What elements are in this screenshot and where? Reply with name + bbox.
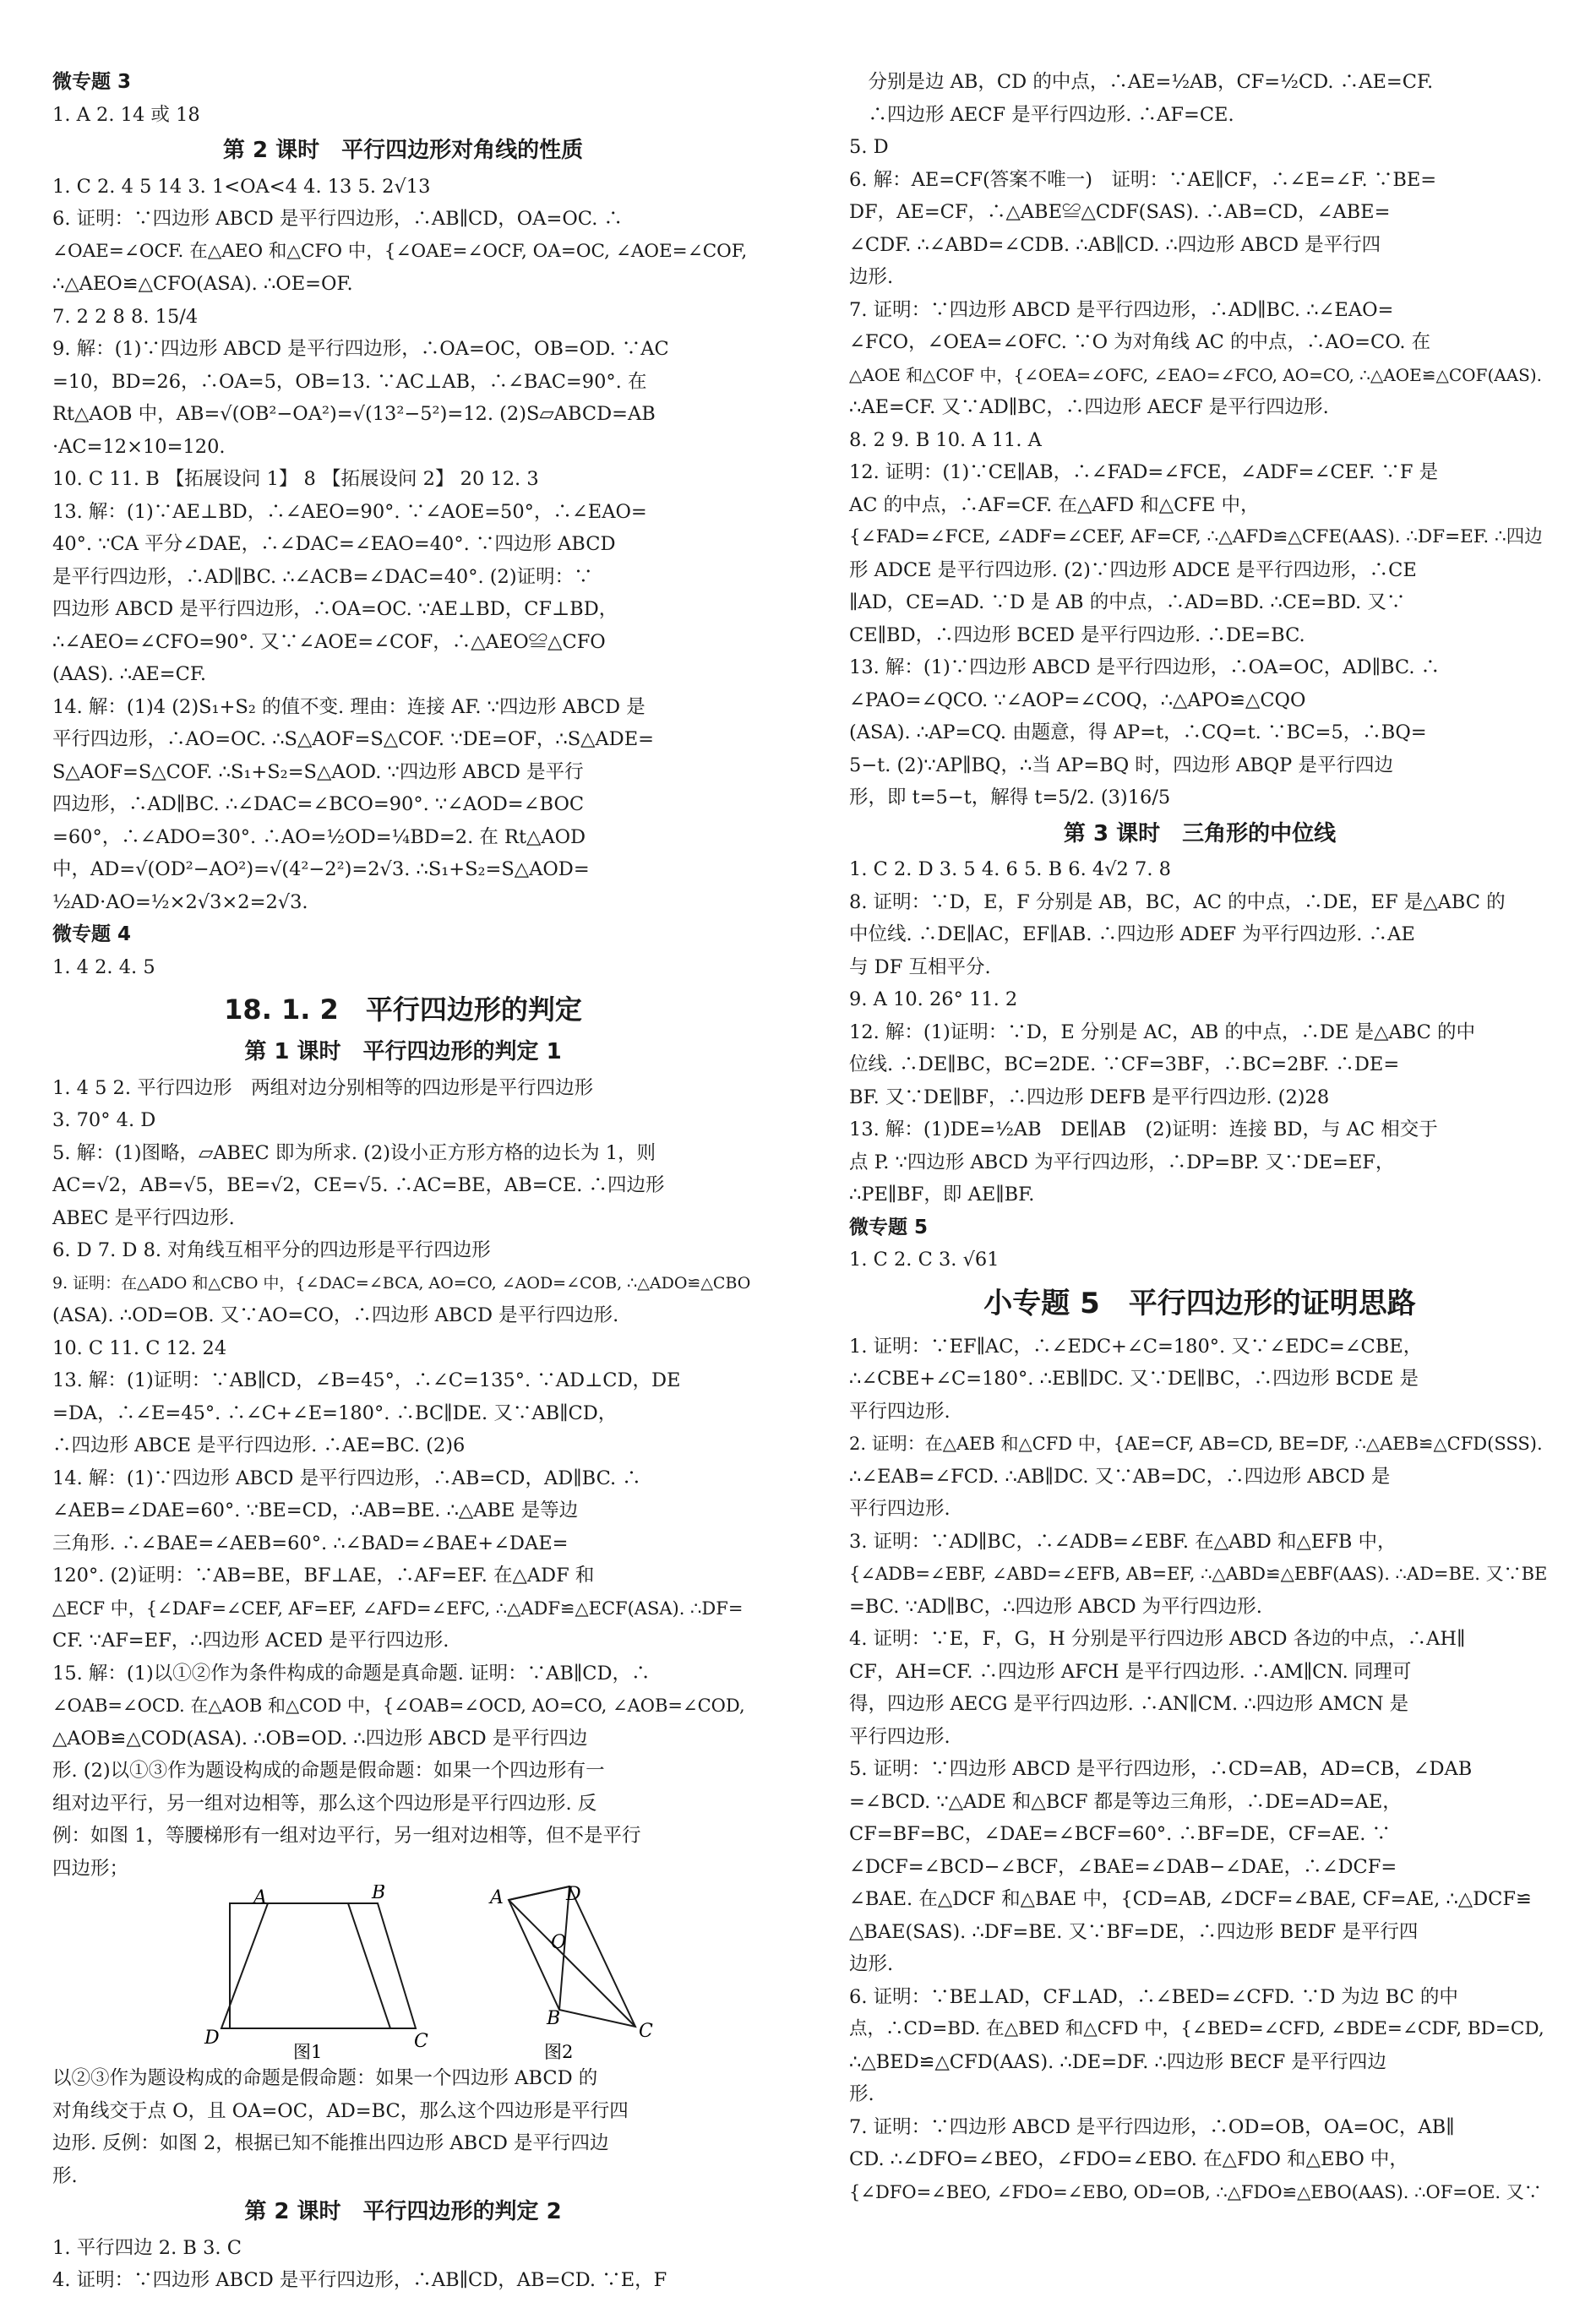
bigtitle-heading: 小专题 5 平行四边形的证明思路 [983, 1286, 1416, 1320]
answer-line: ∥AD，CE=AD. ∵D 是 AB 的中点，∴AD=BD. ∴CE=BD. 又∵ [849, 591, 1406, 613]
answer-line: 形 ADCE 是平行四边形. (2)∵四边形 ADCE 是平行四边形，∴CE [849, 558, 1417, 581]
answer-line: 120°. (2)证明：∵AB=BE，BF⊥AE，∴AF=EF. 在△ADF 和 [52, 1565, 595, 1587]
answer-line: 例：如图 1，等腰梯形有一组对边平行，另一组对边相等，但不是平行 [52, 1825, 641, 1847]
answer-line: 四边形； [52, 1857, 129, 1880]
answer-line: 形. (2)以①③作为题设构成的命题是假命题：如果一个四边形有一 [52, 1760, 605, 1782]
answer-line: 边形. 反例：如图 2，根据已知不能推出四边形 ABCD 是平行四边 [52, 2132, 609, 2154]
answer-line: 7. 2 2 8 8. 15/4 [52, 305, 199, 328]
answer-line: ∠FCO，∠OEA=∠OFC. ∵O 为对角线 AC 的中点，∴AO=CO. 在 [849, 331, 1431, 353]
answer-line: 10. C 11. B 【拓展设问 1】 8 【拓展设问 2】 20 12. 3 [52, 468, 539, 490]
answer-line: 得，四边形 AECG 是平行四边形. ∴AN∥CM. ∴四边形 AMCN 是 [849, 1693, 1409, 1715]
fig2-label-A: A [490, 1887, 504, 1908]
head-heading: 微专题 3 [52, 71, 132, 93]
answer-line: CF=BF=BC，∠DAE=∠BCF=60°. ∴BF=DE，CF=AE. ∵ [849, 1823, 1392, 1845]
answer-line: 13. 解：(1)∵四边形 ABCD 是平行四边形，∴OA=OC，AD∥BC. ∴ [849, 656, 1441, 678]
answer-line: 13. 解：(1)∵AE⊥BD，∴∠AEO=90°. ∵∠AOE=50°，∴∠EAO= [52, 500, 647, 523]
fig2-label-C: C [639, 2021, 653, 2042]
fig1-label-A: A [253, 1887, 267, 1908]
segment-ad [509, 1886, 569, 1900]
answer-line: {∠FAD=∠FCE, ∠ADF=∠CEF, AF=CF, ∴△AFD≌△CFE(AAS). ∴DF=EF. ∴四边 [849, 526, 1543, 547]
answer-line: (AAS). ∴AE=CF. [52, 663, 207, 685]
answer-line: ∴AE=CF. 又∵AD∥BC，∴四边形 AECF 是平行四边形. [849, 396, 1329, 418]
answer-line: 9. A 10. 26° 11. 2 [849, 988, 1018, 1010]
answer-line: 三角形. ∴∠BAE=∠AEB=60°. ∴∠BAD=∠BAE+∠DAE= [52, 1532, 569, 1554]
answer-line: 6. 解：AE=CF(答案不唯一) 证明：∵AE∥CF，∴∠E=∠F. ∵BE= [849, 168, 1437, 191]
answer-line: 13. 解：(1)证明：∵AB∥CD，∠B=45°，∴∠C=135°. ∵AD⊥CD，DE [52, 1369, 681, 1391]
fig1-label-B: B [372, 1885, 386, 1903]
answer-line: 8. 2 9. B 10. A 11. A [849, 428, 1042, 451]
answer-line: {∠DFO=∠BEO, ∠FDO=∠EBO, OD=OB, ∴△FDO≌△EBO(AAS). ∴OF=OE. 又∵ [849, 2181, 1542, 2202]
answer-line: ∠AEB=∠DAE=60°. ∵BE=CD，∴AB=BE. ∴△ABE 是等边 [52, 1500, 579, 1521]
answer-line: 对角线交于点 O，且 OA=OC，AD=BC，那么这个四边形是平行四 [52, 2099, 629, 2122]
answer-line: 6. 证明：∵BE⊥AD，CF⊥AD，∴∠BED=∠CFD. ∵D 为边 BC 的中 [849, 1985, 1458, 2008]
head-heading: 微专题 4 [52, 923, 132, 945]
answer-line: 是平行四边形，∴AD∥BC. ∴∠ACB=∠DAC=40°. (2)证明：∵ [52, 565, 593, 588]
lesson-heading: 第 1 课时 平行四边形的判定 1 [244, 1039, 562, 1064]
answer-line: ∴△AEO≌△CFO(ASA). ∴OE=OF. [52, 273, 353, 295]
answer-line: ·AC=12×10=120. [52, 435, 226, 458]
answer-line: 4. 证明：∵E，F，G，H 分别是平行四边形 ABCD 各边的中点，∴AH∥ [849, 1628, 1466, 1650]
fig2-label-B: B [547, 2008, 561, 2029]
answer-line: 1. C 2. D 3. 5 4. 6 5. B 6. 4√2 7. 8 [849, 858, 1171, 880]
answer-line: 3. 证明：∵AD∥BC，∴∠ADB=∠EBF. 在△ABD 和△EFB 中， [849, 1530, 1397, 1553]
fig2-label-D: D [566, 1885, 581, 1905]
answer-line: 位线. ∴DE∥BC，BC=2DE. ∵CF=3BF，∴BC=2BF. ∴DE= [849, 1053, 1400, 1075]
fig1-label-D: D [204, 2028, 220, 2049]
answer-line: 1. 4 5 2. 平行四边形 两组对边分别相等的四边形是平行四边形 [52, 1076, 594, 1099]
answer-line: 1. C 2. 4 5 14 3. 1<OA<4 4. 13 5. 2√13 [52, 175, 431, 198]
answer-line: =10，BD=26，∴OA=5，OB=13. ∵AC⊥AB，∴∠BAC=90°. 在 [52, 370, 647, 393]
answer-line: 以②③作为题设构成的命题是假命题：如果一个四边形 ABCD 的 [52, 2067, 598, 2089]
answer-line: 平行四边形. [849, 1400, 951, 1423]
trapezoid-shape [230, 1903, 390, 2028]
answer-line: ∠OAE=∠OCF. 在△AEO 和△CFO 中，{∠OAE=∠OCF, OA=OC, ∠AOE=∠COF, [52, 240, 748, 262]
answer-line: DF，AE=CF，∴△ABE≌△CDF(SAS). ∴AB=CD，∠ABE= [849, 201, 1391, 223]
answer-line: 与 DF 互相平分. [849, 955, 991, 978]
answer-line: 9. 解：(1)∵四边形 ABCD 是平行四边形，∴OA=OC，OB=OD. ∵AC [52, 338, 669, 360]
answer-line: 1. 平行四边 2. B 3. C [52, 2236, 242, 2259]
answer-line: S△AOF=S△COF. ∴S₁+S₂=S△AOD. ∵四边形 ABCD 是平行 [52, 760, 584, 783]
answer-line: △ECF 中，{∠DAF=∠CEF, AF=EF, ∠AFD=∠EFC, ∴△ADF≌△ECF(ASA). ∴DF= [52, 1598, 744, 1619]
lesson-heading: 第 3 课时 三角形的中位线 [1063, 820, 1337, 846]
answer-line: CD. ∴∠DFO=∠BEO，∠FDO=∠EBO. 在△FDO 和△EBO 中， [849, 2148, 1408, 2170]
answer-line: 14. 解：(1)4 (2)S₁+S₂ 的值不变. 理由：连接 AF. ∵四边形 ABCD 是 [52, 695, 645, 718]
answer-line: ∴四边形 AECF 是平行四边形. ∴AF=CE. [849, 103, 1234, 126]
trapezoid-outline [221, 1903, 416, 2028]
answer-line: △AOB≌△COD(ASA). ∴OB=OD. ∴四边形 ABCD 是平行四边 [52, 1727, 588, 1750]
answer-line: 9. 证明：在△ADO 和△CBO 中，{∠DAC=∠BCA, AO=CO, ∠AOD=∠COB, ∴△ADO≌△CBO [52, 1273, 751, 1293]
answer-line: 平行四边形. [849, 1498, 951, 1520]
lesson-heading: 第 2 课时 平行四边形对角线的性质 [222, 138, 584, 163]
answer-line: ∠CDF. ∴∠ABD=∠CDB. ∴AB∥CD. ∴四边形 ABCD 是平行四 [849, 233, 1381, 256]
answer-line: ∴△BED≌△CFD(AAS). ∴DE=DF. ∴四边形 BECF 是平行四边 [849, 2050, 1386, 2073]
answer-line: 10. C 11. C 12. 24 [52, 1336, 227, 1359]
answer-line: ∠PAO=∠QCO. ∵∠AOP=∠COQ，∴△APO≌△CQO [849, 689, 1306, 711]
answer-line: 5−t. (2)∵AP∥BQ，∴当 AP=BQ 时，四边形 ABQP 是平行四边 [849, 754, 1393, 776]
answer-line: 1. C 2. C 3. √61 [849, 1249, 1000, 1271]
answer-line: 点 P. ∵四边形 ABCD 为平行四边形，∴DP=BP. 又∵DE=EF， [849, 1151, 1395, 1173]
answer-line: 5. 解：(1)图略，▱ABEC 即为所求. (2)设小正方形方格的边长为 1，则 [52, 1141, 656, 1164]
answer-line: ABEC 是平行四边形. [52, 1206, 235, 1229]
section-heading: 18. 1. 2 平行四边形的判定 [224, 993, 582, 1026]
answer-line: 6. 证明：∵四边形 ABCD 是平行四边形，∴AB∥CD，OA=OC. ∴ [52, 208, 624, 230]
answer-line: CE∥BD，∴四边形 BCED 是平行四边形. ∴DE=BC. [849, 623, 1305, 646]
answer-line: ∴∠EAB=∠FCD. ∴AB∥DC. 又∵AB=DC，∴四边形 ABCD 是 [849, 1465, 1391, 1488]
answer-line: ∠DCF=∠BCD−∠BCF，∠BAE=∠DAB−∠DAE，∴∠DCF= [849, 1855, 1397, 1878]
answer-line: 中，AD=√(OD²−AO²)=√(4²−2²)=2√3. ∴S₁+S₂=S△AOD= [52, 858, 590, 880]
answer-line: 2. 证明：在△AEB 和△CFD 中，{AE=CF, AB=CD, BE=DF, ∴△AEB≌△CFD(SSS). [849, 1434, 1543, 1454]
answer-line: BF. 又∵DE∥BF，∴四边形 DEFB 是平行四边形. (2)28 [849, 1086, 1330, 1108]
answer-line: Rt△AOB 中，AB=√(OB²−OA²)=√(13²−5²)=12. (2)S▱ABCD=AB [52, 403, 656, 425]
answer-line: 7. 证明：∵四边形 ABCD 是平行四边形，∴AD∥BC. ∴∠EAO= [849, 298, 1394, 321]
fig1-label-C: C [414, 2031, 428, 2052]
answer-line: 组对边平行，另一组对边相等，那么这个四边形是平行四边形. 反 [52, 1792, 597, 1815]
answer-line: △BAE(SAS). ∴DF=BE. 又∵BF=DE，∴四边形 BEDF 是平行四 [849, 1920, 1419, 1943]
answer-line: AC 的中点，∴AF=CF. 在△AFD 和△CFE 中， [849, 493, 1260, 516]
quadrilateral-outline [509, 1886, 635, 2027]
answer-line: 平行四边形. [849, 1725, 951, 1748]
answer-line: CF，AH=CF. ∴四边形 AFCH 是平行四边形. ∴AM∥CN. 同理可 [849, 1660, 1412, 1683]
answer-line: 15. 解：(1)以①②作为条件构成的命题是真命题. 证明：∵AB∥CD，∴ [52, 1662, 651, 1685]
answer-line: 5. 证明：∵四边形 ABCD 是平行四边形，∴CD=AB，AD=CB，∠DAB [849, 1758, 1473, 1780]
answer-line: ∴四边形 ABCE 是平行四边形. ∴AE=BC. (2)6 [52, 1434, 466, 1456]
fig1-caption: 图1 [293, 2042, 323, 2062]
answer-line: =∠BCD. ∵△ADE 和△BCF 都是等边三角形，∴DE=AD=AE， [849, 1790, 1402, 1813]
answer-line: (ASA). ∴AP=CQ. 由题意，得 AP=t，∴CQ=t. ∵BC=5，∴BQ= [849, 721, 1427, 743]
answer-line: 边形. [849, 1953, 894, 1975]
answer-line: 1. 证明：∵EF∥AC，∴∠EDC+∠C=180°. 又∵∠EDC=∠CBE， [849, 1335, 1423, 1358]
answer-line: 形，即 t=5−t，解得 t=5/2. (3)16/5 [849, 787, 1171, 808]
answer-line: =60°，∴∠ADO=30°. ∴AO=½OD=¼BD=2. 在 Rt△AOD [52, 825, 586, 848]
answer-line: 13. 解：(1)DE=½AB DE∥AB (2)证明：连接 BD，与 AC 相交于 [849, 1119, 1438, 1140]
answer-line: ∴PE∥BF，即 AE∥BF. [849, 1184, 1035, 1206]
answer-line: 6. D 7. D 8. 对角线互相平分的四边形是平行四边形 [52, 1239, 491, 1261]
answer-line: △AOE 和△COF 中，{∠OEA=∠OFC, ∠EAO=∠FCO, AO=CO, ∴△AOE≌△COF(AAS). [849, 364, 1542, 385]
answer-line: 点，∴CD=BD. 在△BED 和△CFD 中，{∠BED=∠CFD, ∠BDE=∠CDF, BD=CD, [849, 2018, 1544, 2039]
right-column [849, 66, 1550, 2208]
left-column [52, 66, 754, 2297]
answer-line: 四边形 ABCD 是平行四边形，∴OA=OC. ∵AE⊥BD，CF⊥BD， [52, 598, 618, 620]
answer-line: 1. 4 2. 4. 5 [52, 955, 155, 978]
answer-line: 分别是边 AB，CD 的中点，∴AE=½AB，CF=½CD. ∴AE=CF. [849, 71, 1434, 93]
answer-line: 40°. ∵CA 平分∠DAE，∴∠DAC=∠EAO=40°. ∵四边形 ABCD [52, 533, 616, 555]
answer-line: =BC. ∵AD∥BC，∴四边形 ABCD 为平行四边形. [849, 1595, 1262, 1618]
head-heading: 微专题 5 [849, 1216, 929, 1238]
answer-line: AC=√2，AB=√5，BE=√2，CE=√5. ∴AC=BE，AB=CE. ∴四边形 [52, 1174, 665, 1196]
answer-line: (ASA). ∴OD=OB. 又∵AO=CO，∴四边形 ABCD 是平行四边形. [52, 1304, 619, 1326]
answer-line: 3. 70° 4. D [52, 1109, 156, 1131]
answer-line: 边形. [849, 266, 894, 288]
fig2-caption: 图2 [544, 2042, 574, 2062]
answer-line: 8. 证明：∵D，E，F 分别是 AB，BC，AC 的中点，∴DE，EF 是△ABC 的 [849, 890, 1506, 913]
answer-line: =DA，∴∠E=45°. ∴∠C+∠E=180°. ∴BC∥DE. 又∵AB∥CD， [52, 1402, 618, 1424]
answer-line: ∴∠AEO=∠CFO=90°. 又∵∠AOE=∠COF，∴△AEO≌△CFO [52, 630, 606, 653]
answer-line: {∠ADB=∠EBF, ∠ABD=∠EFB, AB=EF, ∴△ABD≌△EBF(AAS). ∴AD=BE. 又∵BE [849, 1564, 1548, 1584]
answer-line: 14. 解：(1)∵四边形 ABCD 是平行四边形，∴AB=CD，AD∥BC. ∴ [52, 1467, 641, 1489]
answer-line: 1. A 2. 14 或 18 [52, 103, 200, 126]
answer-line: 平行四边形，∴AO=OC. ∴S△AOF=S△COF. ∵DE=OF，∴S△ADE= [52, 728, 654, 750]
lesson-heading: 第 2 课时 平行四边形的判定 2 [244, 2199, 562, 2224]
answer-line: 形. [52, 2164, 78, 2187]
diagonal-ac [509, 1900, 635, 2027]
answer-line: 形. [849, 2083, 874, 2105]
fig2-label-O: O [551, 1932, 567, 1953]
answer-line: 4. 证明：∵四边形 ABCD 是平行四边形，∴AB∥CD，AB=CD. ∵E，F [52, 2269, 667, 2291]
answer-line: 12. 解：(1)证明：∵D，E 分别是 AC，AB 的中点，∴DE 是△ABC 的中 [849, 1021, 1475, 1043]
answer-line: 12. 证明：(1)∵CE∥AB，∴∠FAD=∠FCE，∠ADF=∠CEF. ∵F 是 [849, 461, 1439, 483]
answer-line: ½AD·AO=½×2√3×2=2√3. [52, 890, 308, 913]
answer-line: ∠BAE. 在△DCF 和△BAE 中，{CD=AB, ∠DCF=∠BAE, CF=AE, ∴△DCF≌ [849, 1888, 1532, 1910]
answer-line: ∠OAB=∠OCD. 在△AOB 和△COD 中，{∠OAB=∠OCD, AO=CO, ∠AOB=∠COD, [52, 1696, 745, 1716]
answer-line: 中位线. ∴DE∥AC，EF∥AB. ∴四边形 ADEF 为平行四边形. ∴AE [849, 923, 1415, 945]
figure-pair [52, 1885, 754, 2062]
geometry-figures [52, 1885, 754, 2062]
answer-line: 7. 证明：∵四边形 ABCD 是平行四边形，∴OD=OB，OA=OC，AB∥ [849, 2115, 1455, 2138]
answer-line: CF. ∵AF=EF，∴四边形 ACED 是平行四边形. [52, 1630, 449, 1652]
answer-line: 四边形，∴AD∥BC. ∴∠DAC=∠BCO=90°. ∵∠AOD=∠BOC [52, 793, 585, 815]
answer-line: 5. D [849, 136, 889, 158]
answer-line: ∴∠CBE+∠C=180°. ∴EB∥DC. 又∵DE∥BC，∴四边形 BCDE 是 [849, 1368, 1419, 1390]
